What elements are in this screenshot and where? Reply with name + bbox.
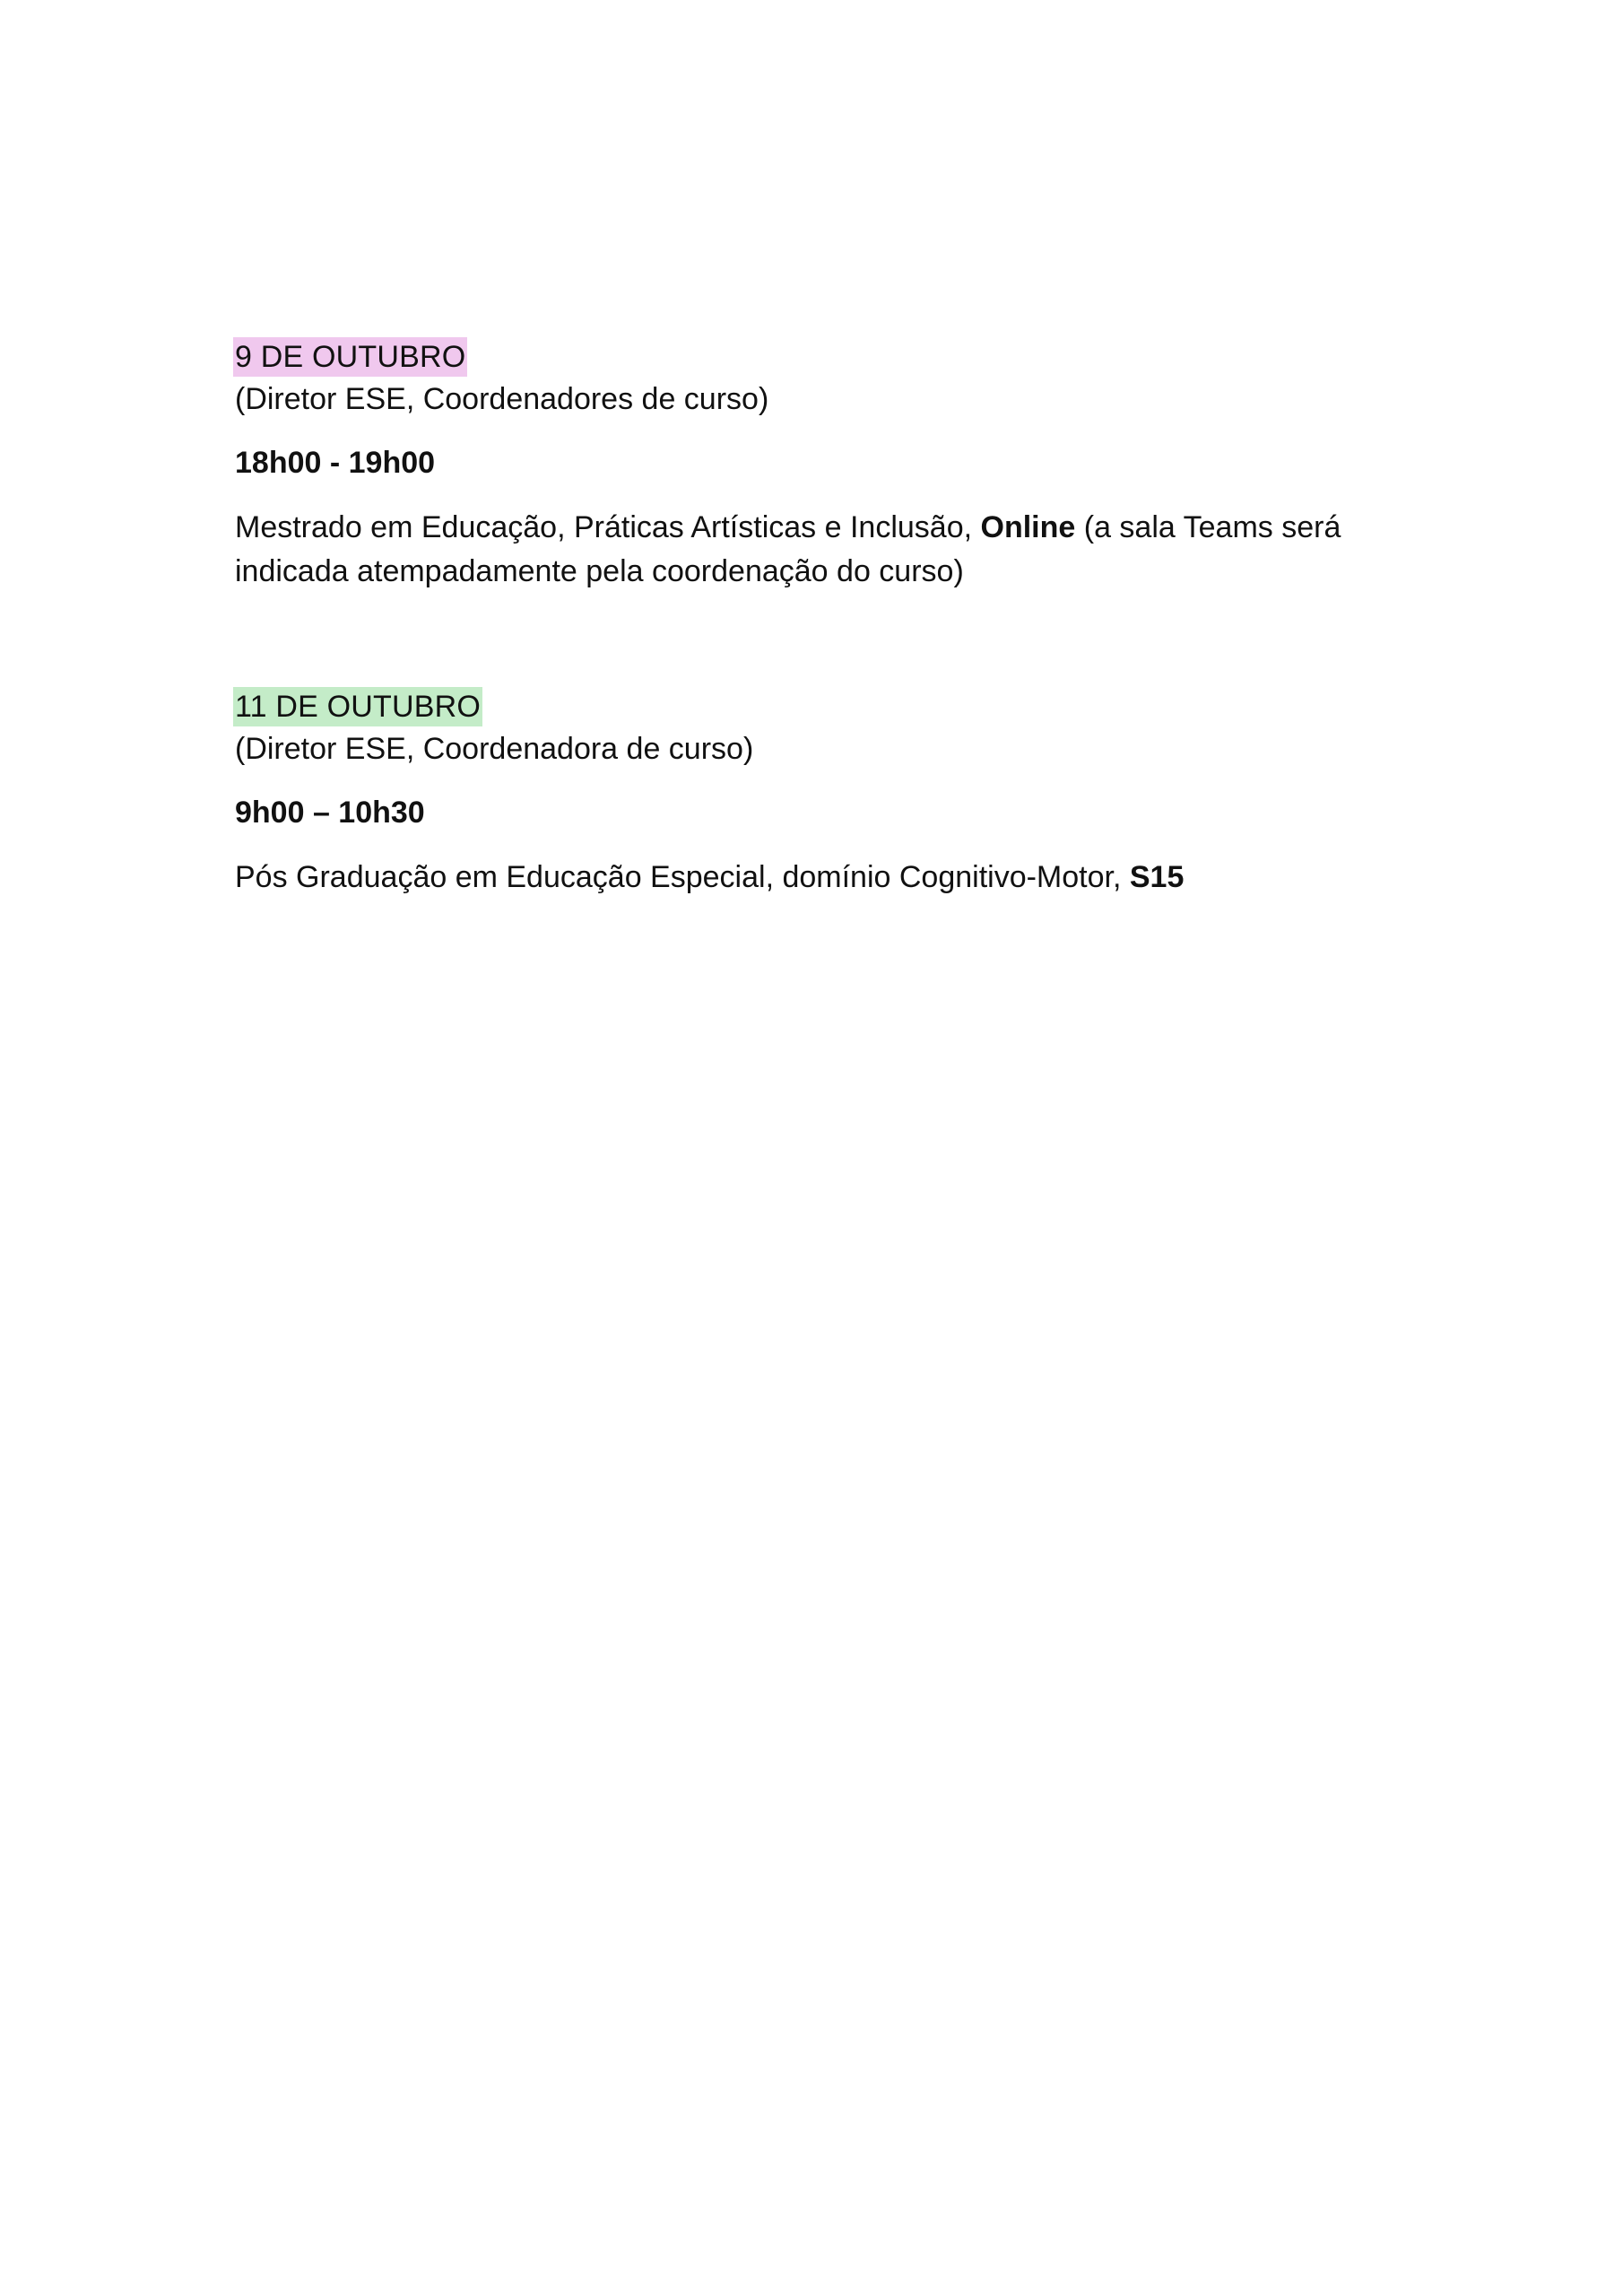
- session-date: 11 DE OUTUBRO: [233, 687, 482, 726]
- session-time: 9h00 – 10h30: [235, 796, 425, 830]
- location-text: S15: [1129, 860, 1185, 894]
- description-text: Mestrado em Educação, Práticas Artísticas e Inclusão,: [235, 510, 981, 544]
- session-block: [235, 687, 1401, 900]
- session-roles: (Diretor ESE, Coordenadores de curso): [235, 382, 769, 416]
- session-description: [235, 856, 1401, 900]
- session-time: 18h00 - 19h00: [235, 446, 436, 480]
- session-date: 9 DE OUTUBRO: [233, 337, 467, 377]
- session-block: [235, 337, 1401, 594]
- session-description: [235, 506, 1401, 594]
- location-text: Online: [980, 510, 1076, 544]
- session-roles: (Diretor ESE, Coordenadora de curso): [235, 732, 754, 766]
- description-note: (a sala Teams será indicada atempadamente pela coordenação do curso): [235, 510, 1341, 588]
- description-text: Pós Graduação em Educação Especial, domínio Cognitivo-Motor,: [235, 860, 1130, 894]
